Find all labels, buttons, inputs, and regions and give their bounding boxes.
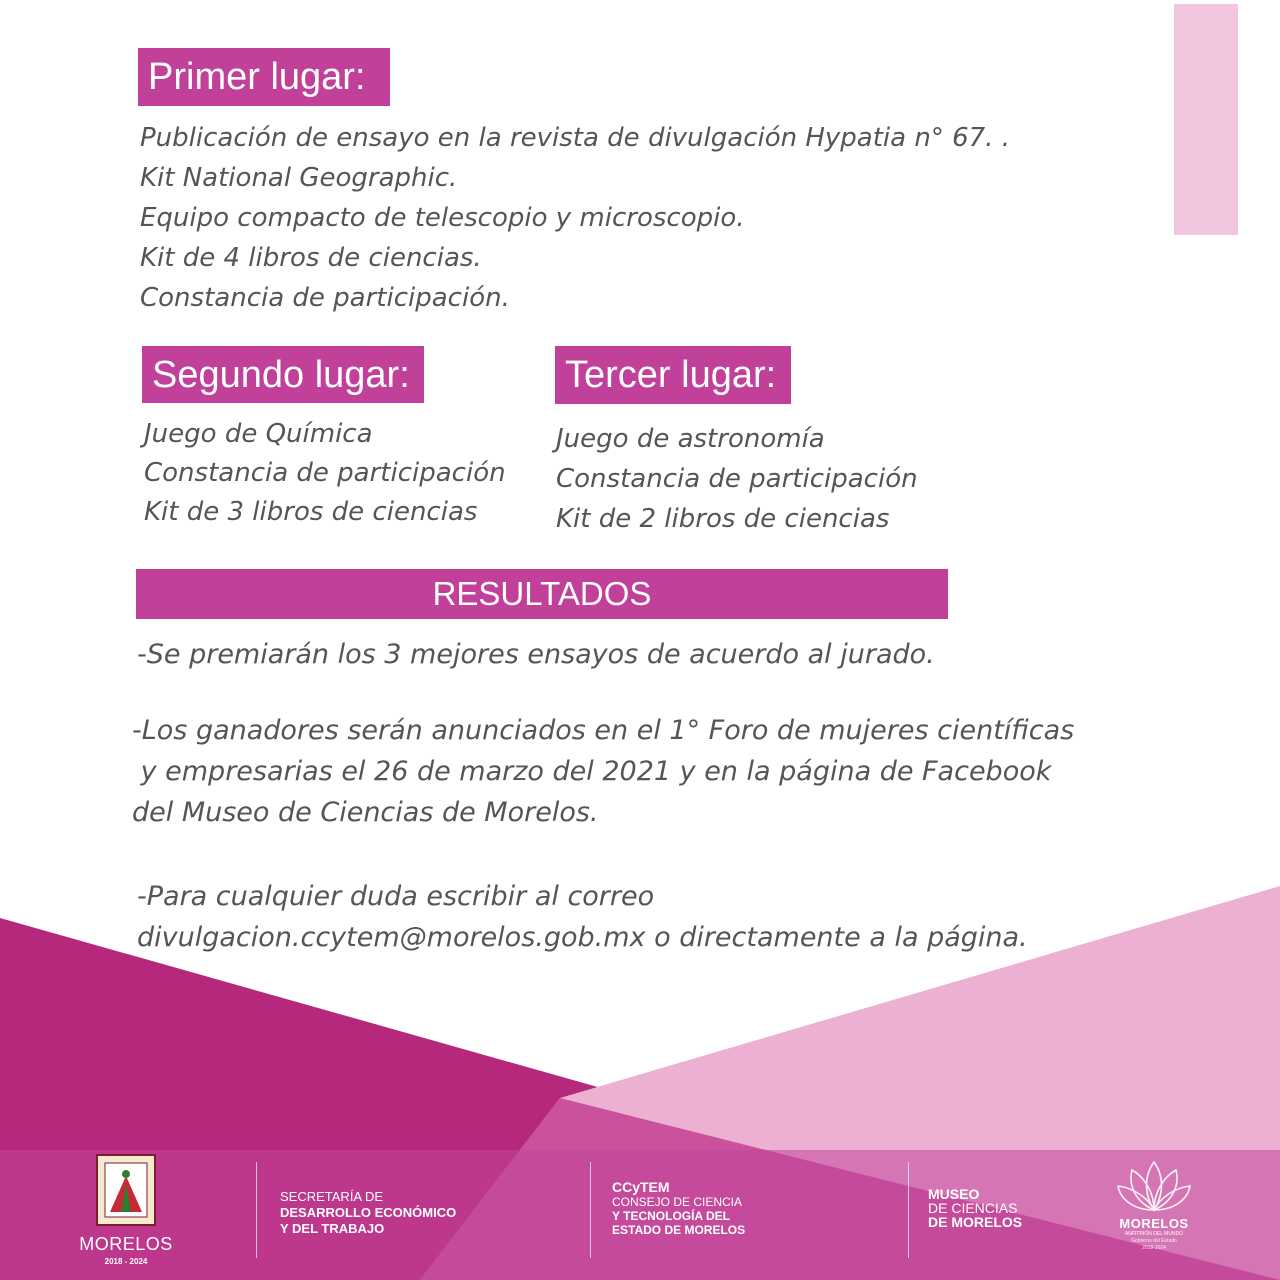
sedeco-line-2: DESARROLLO ECONÓMICO (280, 1205, 457, 1220)
lotus-flower-icon (1114, 1154, 1194, 1214)
list-item: Equipo compacto de telescopio y microscopio. (140, 203, 745, 233)
morelos-coat-of-arms-icon (96, 1154, 156, 1226)
museo-line-3: DE MORELOS (928, 1214, 1023, 1230)
list-item: Kit National Geographic. (140, 163, 458, 193)
list-item: Kit de 2 libros de ciencias (556, 504, 890, 534)
morelos-name: MORELOS (79, 1234, 173, 1254)
list-item: Kit de 4 libros de ciencias. (140, 243, 482, 273)
paragraph-line: y empresarias el 26 de marzo del 2021 y en la página de Facebook (132, 756, 1052, 787)
list-item: Constancia de participación. (140, 283, 510, 313)
museo-line-1: MUSEO (928, 1186, 980, 1202)
anfitrion-years: 2018-2024 (1142, 1245, 1166, 1251)
ccytem-line-2: Y TECNOLOGÍA DEL (612, 1209, 731, 1223)
resultados-paragraph-3 (137, 876, 1028, 958)
sedeco-line-1: SECRETARÍA DE (280, 1189, 384, 1204)
resultados-paragraph-2 (132, 710, 1074, 833)
ccytem-title: CCyTEM (612, 1179, 670, 1195)
footer-logos (0, 1140, 1280, 1280)
email-text: divulgacion.ccytem@morelos.gob.mx o directamente a la página. (137, 922, 1028, 953)
resultados-heading: RESULTADOS (136, 569, 948, 619)
list-item: Constancia de participación (144, 458, 506, 488)
tercer-lugar-list (556, 419, 918, 539)
primer-lugar-heading: Primer lugar: (138, 48, 390, 106)
museo-logo (928, 1187, 1022, 1229)
segundo-lugar-list (144, 415, 506, 532)
footer-divider (590, 1162, 591, 1258)
sedeco-logo (280, 1189, 456, 1237)
footer-divider (908, 1162, 909, 1258)
list-item: Juego de Química (144, 419, 373, 449)
paragraph-line: -Los ganadores serán anunciados en el 1° Foro de mujeres científicas (132, 715, 1075, 746)
museo-line-2: DE CIENCIAS (928, 1200, 1018, 1216)
list-item: Publicación de ensayo en la revista de divulgación Hypatia n° 67. . (140, 123, 1010, 153)
anfitrion-name: MORELOS (1119, 1216, 1189, 1231)
tercer-lugar-heading: Tercer lugar: (555, 346, 791, 404)
paragraph-line: del Museo de Ciencias de Morelos. (132, 797, 599, 828)
sedeco-line-3: Y DEL TRABAJO (280, 1221, 385, 1236)
ccytem-line-3: ESTADO DE MORELOS (612, 1223, 746, 1237)
list-item: Constancia de participación (556, 464, 918, 494)
morelos-anfitrion-logo (1102, 1154, 1206, 1252)
footer-divider (256, 1162, 257, 1258)
morelos-logo (76, 1154, 176, 1266)
paragraph-line: -Para cualquier duda escribir al correo (137, 881, 655, 912)
anfitrion-tagline: ANFITRIÓN DEL MUNDO (1124, 1231, 1184, 1237)
ccytem-logo (612, 1179, 745, 1237)
morelos-years: 2018 - 2024 (104, 1257, 148, 1266)
list-item: Juego de astronomía (556, 424, 825, 454)
segundo-lugar-heading: Segundo lugar: (142, 346, 424, 403)
list-item: Kit de 3 libros de ciencias (144, 497, 478, 527)
ccytem-line-1: CONSEJO DE CIENCIA (612, 1195, 743, 1209)
anfitrion-sub: Gobierno del Estado (1131, 1238, 1177, 1244)
resultados-paragraph-1: -Se premiarán los 3 mejores ensayos de acuerdo al jurado. (137, 639, 935, 670)
primer-lugar-list (140, 118, 1010, 318)
decorative-pink-bar (1174, 4, 1238, 235)
